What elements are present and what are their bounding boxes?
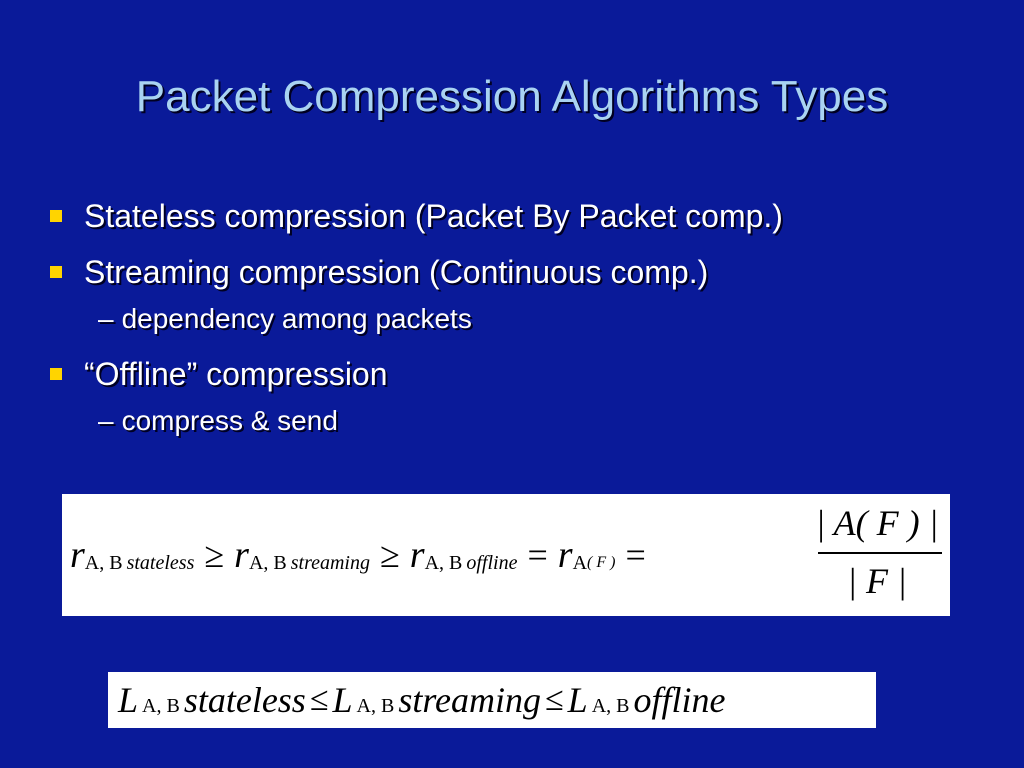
r-symbol: r: [234, 534, 249, 576]
bullet-offline: [46, 354, 1006, 394]
geq-symbol: ≥: [380, 535, 400, 575]
label-offline: offline: [633, 680, 726, 720]
subscript-f: ( F ): [587, 554, 616, 571]
sub-bullet-dependency: [46, 302, 1006, 336]
leq-symbol: ≤: [309, 681, 329, 718]
r-symbol: r: [409, 534, 425, 576]
ratio-inequality: [70, 530, 656, 580]
slide-title: Packet Compression Algorithms Types: [135, 72, 889, 121]
subscript-ab: A, B: [356, 694, 395, 717]
label-stateless: stateless: [183, 680, 306, 720]
bullet-list: [46, 196, 1006, 456]
bullet-text: Stateless compression (Packet By Packet comp.): [84, 198, 783, 234]
subscript-stateless: stateless: [126, 551, 195, 574]
subscript-ab: A, B: [142, 694, 180, 717]
l-symbol: L: [567, 680, 588, 720]
subscript-ab: A, B: [591, 694, 630, 717]
length-inequality: [118, 676, 726, 724]
bullet-square-icon: [50, 266, 62, 278]
bullet-square-icon: [50, 210, 62, 222]
subscript-ab: A, B: [424, 551, 463, 574]
bullet-square-icon: [50, 368, 62, 380]
sub-bullet-text: compress & send: [121, 405, 338, 436]
eq-symbol: =: [625, 535, 646, 575]
bullet-text: Streaming compression (Continuous comp.): [84, 254, 709, 290]
fraction-bar: [818, 552, 942, 554]
leq-symbol: ≤: [545, 681, 564, 718]
ratio-formula-box: [62, 494, 950, 616]
subscript-ab: A, B: [84, 551, 123, 574]
subscript-streaming: streaming: [290, 551, 370, 574]
subscript-a: A: [572, 551, 588, 574]
r-symbol: r: [557, 534, 573, 576]
fraction-denominator: | F |: [847, 561, 907, 601]
bullet-text: “Offline” compression: [84, 356, 388, 392]
l-symbol: L: [332, 680, 353, 720]
dash-icon: –: [98, 405, 114, 436]
dash-icon: –: [98, 303, 114, 334]
subscript-ab: A, B: [248, 551, 287, 574]
subscript-offline: offline: [466, 551, 518, 574]
l-symbol: L: [118, 680, 139, 720]
eq-symbol: =: [527, 535, 548, 575]
bullet-stateless: [46, 196, 1006, 236]
sub-bullet-compress-send: [46, 404, 1006, 438]
r-symbol: r: [70, 534, 85, 576]
fraction-numerator: | A( F ) |: [815, 503, 939, 543]
ratio-fraction: [812, 498, 942, 612]
geq-symbol: ≥: [204, 535, 225, 575]
length-formula-box: [108, 672, 876, 728]
label-streaming: streaming: [398, 680, 541, 720]
bullet-streaming: [46, 252, 1006, 292]
sub-bullet-text: dependency among packets: [121, 303, 472, 334]
